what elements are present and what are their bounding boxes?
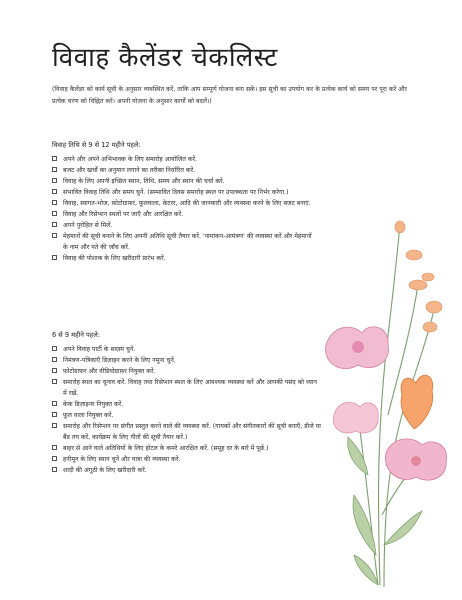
- checkbox[interactable]: [52, 178, 57, 183]
- checkbox[interactable]: [52, 189, 57, 194]
- checkbox[interactable]: [52, 445, 57, 450]
- checkbox[interactable]: [52, 255, 57, 260]
- list-item: मेहमानों की सूची बनाने के लिए अपनी अतिथि सूची तैयार करें. 'नामांकन-आमंत्रण' की व्यवस्था करें और मेहमानों के नाम और पते की जाँच करें.: [52, 231, 317, 253]
- list-item: फ़ूल वाला नियुक्त करें.: [52, 410, 322, 421]
- pink-flower-bottom: [385, 439, 446, 480]
- page-title: विवाह कैलेंडर चेकलिस्ट: [52, 43, 278, 73]
- checkbox[interactable]: [52, 233, 57, 238]
- list-item: बजट और खर्चों का अनुमान लगाने का तरीका निर्धारित करें.: [52, 165, 317, 176]
- floral-illustration: [318, 215, 458, 595]
- list-item: विवाह की पोशाक के लिए खरीदारी प्रारंभ करें.: [52, 253, 317, 264]
- list-item: अपने और अपने अभिभावक के लिए समारोह आयोजित करें.: [52, 154, 317, 165]
- checkbox[interactable]: [52, 423, 57, 428]
- list-item: विवाह के लिए अपनी इच्छित स्थान, तिथि, समय और स्थान की चर्चा करें.: [52, 176, 317, 187]
- checkbox[interactable]: [52, 467, 57, 472]
- list-item: समारोह स्थल का चुनाव करें. विवाह तथा रिसेप्शन स्थल के लिए आवश्यक व्यवस्था करें और आपकी पसंद को ध्यान में रखें.: [52, 377, 322, 399]
- intro-text: (विवाह कैलेंडर को कार्य सूची के अनुसार व्यवस्थित करें, ताकि आप सम्पूर्ण योजना बना सकें। इस सूची का उपयोग कर के प्रत्येक कार्य को समय पर पूरा करें और प्रत्येक चरण को चिह्नित करें। अपनी योजना के अनुसार कार्यों को बदलें।): [52, 86, 407, 105]
- checkbox[interactable]: [52, 412, 57, 417]
- checkbox[interactable]: [52, 211, 57, 216]
- list-item: संभावित विवाह तिथि और समय चुनें. (सम्भावित दिवस समारोह स्थल पर उपलब्धता पर निर्भर करेगा.): [52, 187, 317, 198]
- section-heading-9-12-months: विवाह तिथि से 9 से 12 महीने पहले:: [52, 141, 141, 149]
- list-item: विवाह, स्वागत-भोज, फ़ोटोग्राफ़र, फ़ूलवाला, केटरर, आदि की जानकारी और व्यवस्था करने के लिए बजट बनाएं.: [52, 198, 317, 209]
- checkbox[interactable]: [52, 200, 57, 205]
- checkbox[interactable]: [52, 156, 57, 161]
- list-item: निमंत्रण-पत्रिकाएँ डिज़ाइन करने के लिए नमूना चुनें.: [52, 355, 322, 366]
- checkbox[interactable]: [52, 167, 57, 172]
- small-orange-buds: [395, 221, 442, 332]
- checkbox[interactable]: [52, 379, 57, 384]
- list-item: केक डिज़ाइनर नियुक्त करें.: [52, 399, 322, 410]
- checkbox[interactable]: [52, 357, 57, 362]
- list-item: बाहर से आने वाले अतिथियों के लिए होटल के कमरे आरक्षित करें. (समूह दर के बारे में पूछें.): [52, 443, 322, 454]
- checklist-6-9-months: [52, 344, 322, 476]
- checkbox[interactable]: [52, 368, 57, 373]
- checkbox[interactable]: [52, 346, 57, 351]
- list-item: हनीमून के लिए स्थान चुनें और यात्रा की व्यवस्था करें.: [52, 454, 322, 465]
- checkbox[interactable]: [52, 222, 57, 227]
- list-item: विवाह और रिसेप्शन स्थलों पर जाएँ और आरक्षित करें.: [52, 209, 317, 220]
- pink-flower-middle: [333, 402, 378, 433]
- checklist-9-12-months: [52, 154, 317, 264]
- list-item: समारोह और रिसेप्शन पर संगीत प्रस्तुत करने वाले की व्यवस्था करें. (गायकों और संगीतकारों की सूची बनाएँ, डीजे या बैंड तय करें, कार्यक्रम के लिए गीतों की सूची तैयार करें.): [52, 421, 322, 443]
- checkbox[interactable]: [52, 401, 57, 406]
- list-item: शादी की अंगूठी के लिए खरीदारी करें.: [52, 465, 322, 476]
- list-item: अपने पुरोहित से मिलें.: [52, 220, 317, 231]
- list-item: फ़ोटोग्राफ़र और वीडियोग्राफ़र नियुक्त करें.: [52, 366, 322, 377]
- list-item: अपने विवाह पार्टी के सदस्य चुनें.: [52, 344, 322, 355]
- checkbox[interactable]: [52, 456, 57, 461]
- orange-flower: [401, 375, 433, 429]
- pink-flower-top: [325, 327, 388, 369]
- section-heading-6-9-months: 6 से 9 महीने पहले:: [52, 331, 100, 339]
